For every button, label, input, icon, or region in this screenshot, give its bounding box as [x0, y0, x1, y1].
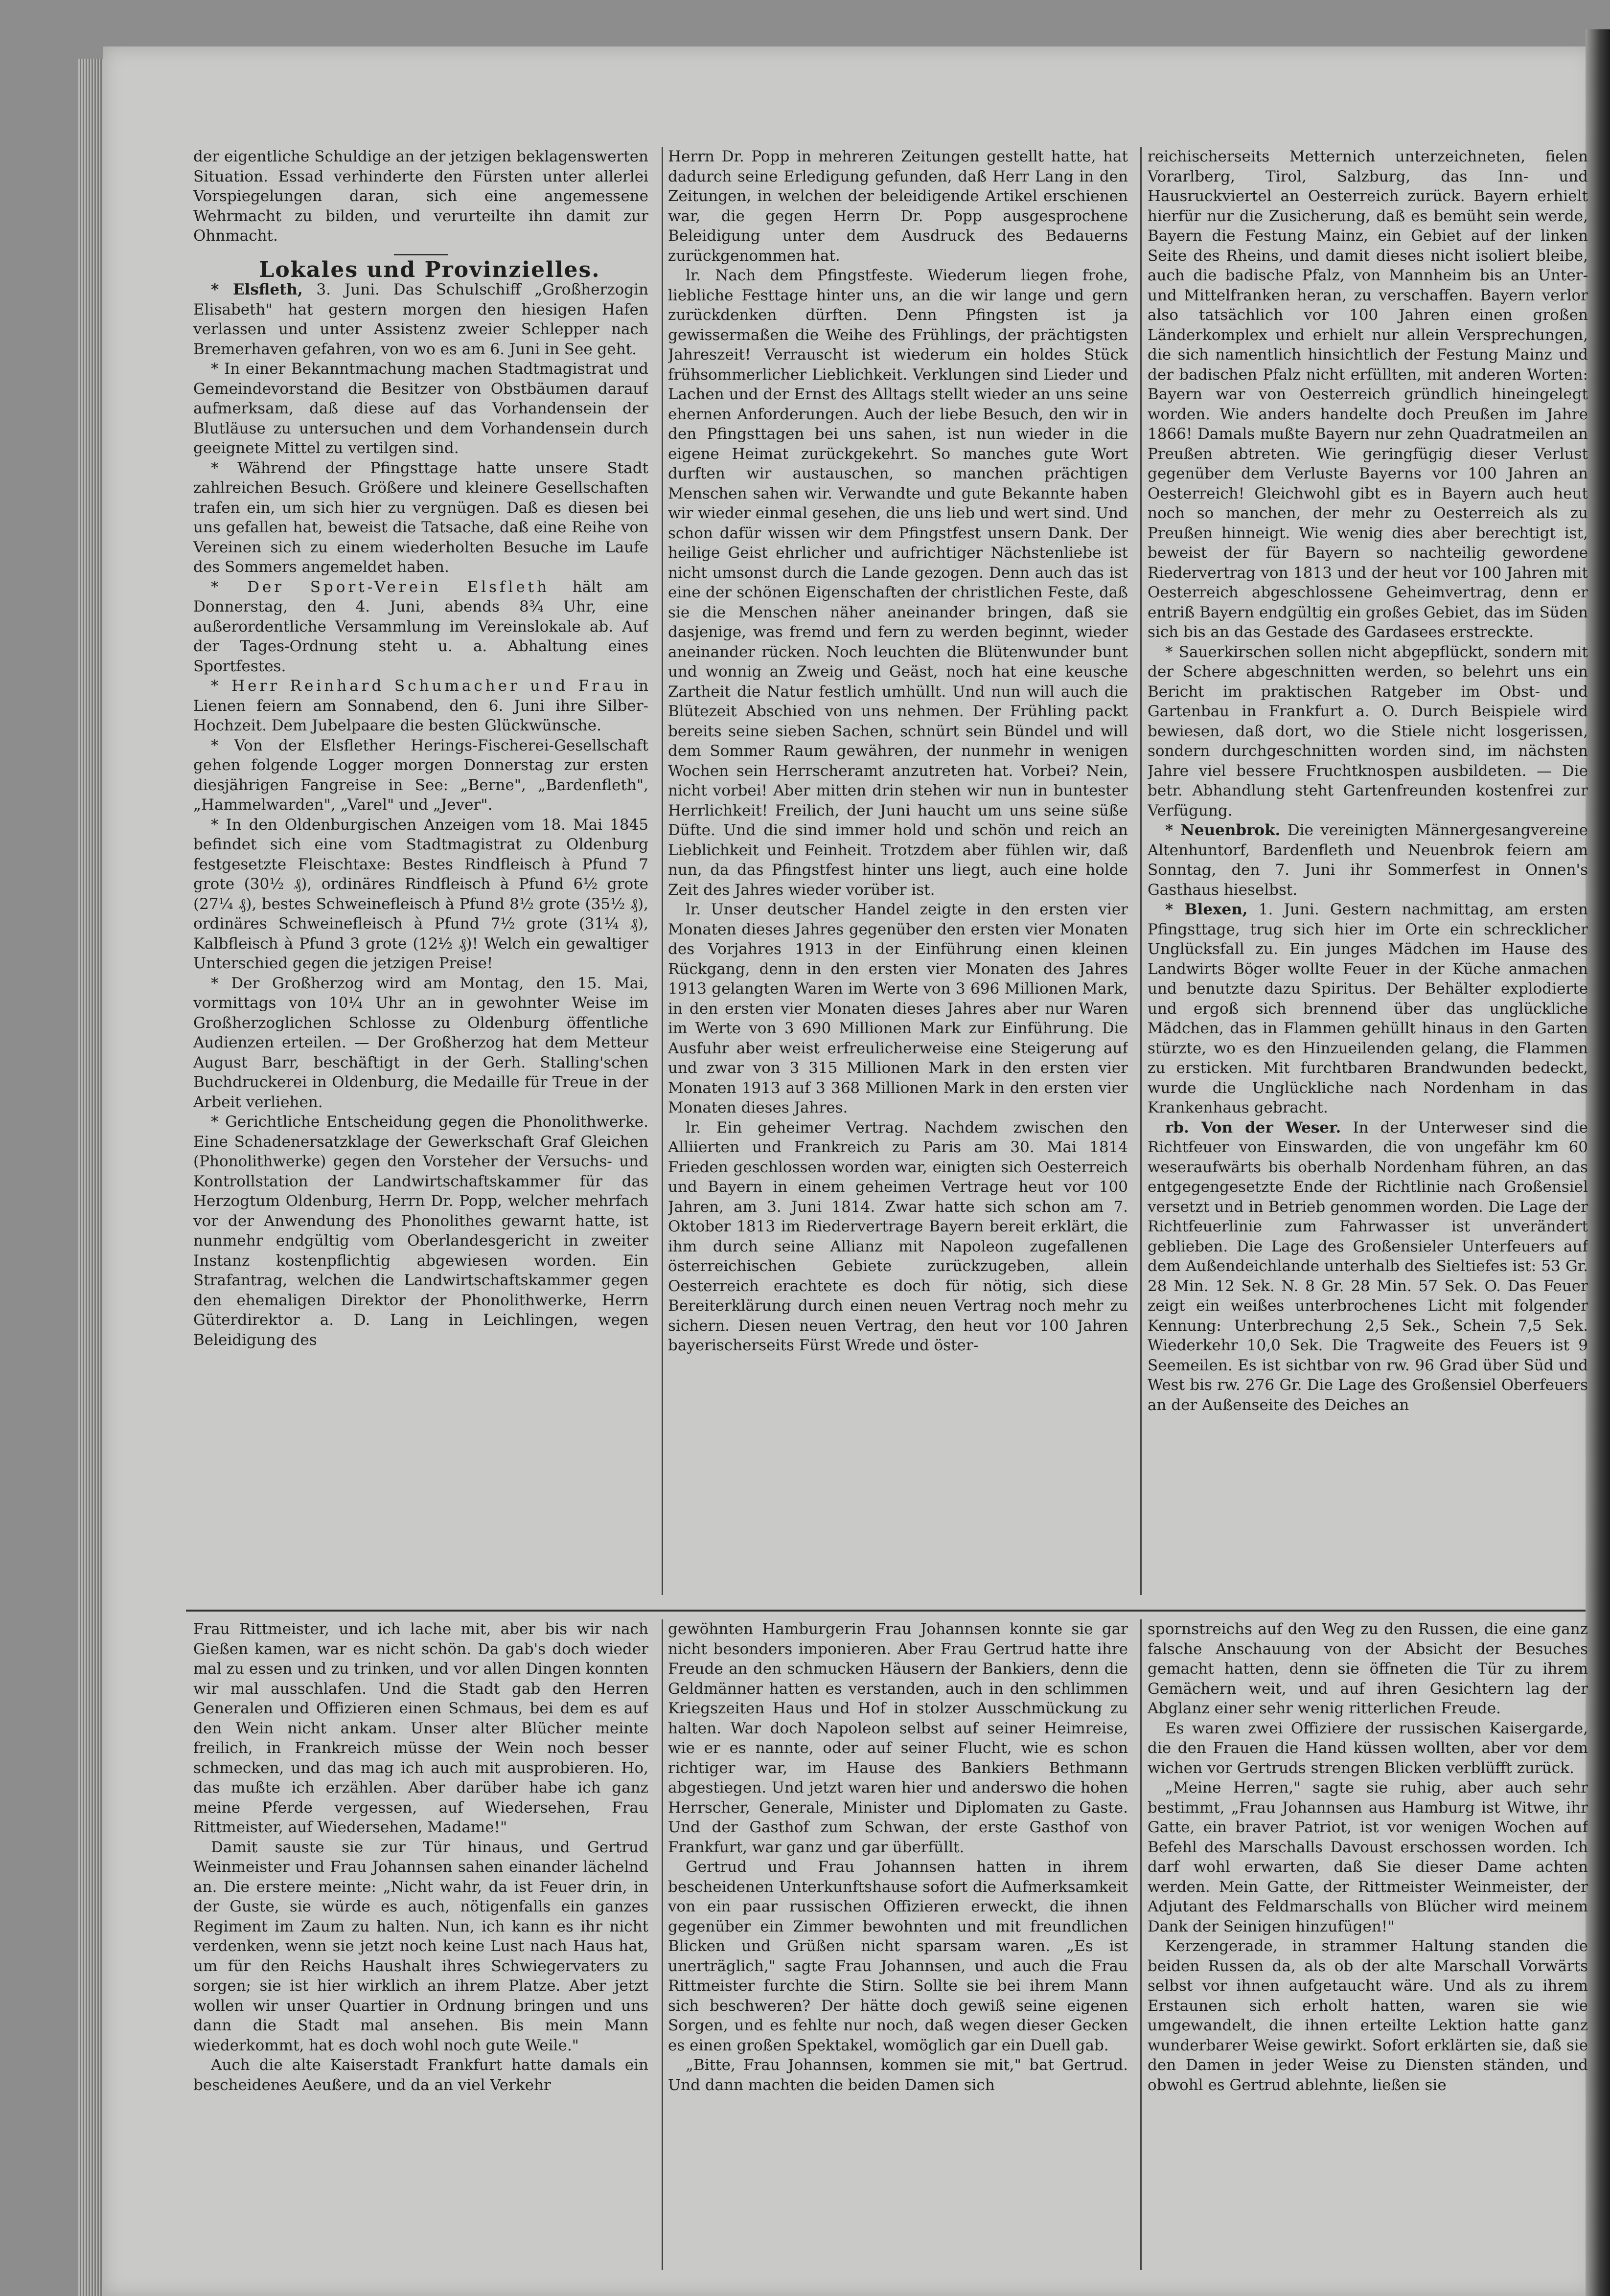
upper-column-1: [193, 147, 648, 1600]
spaced-name: * Der Sport-Verein Elsfleth: [211, 578, 550, 596]
dateline: rb. Von der Weser.: [1165, 1118, 1341, 1137]
story-paragraph: „Bitte, Frau Johannsen, kommen sie mit," bat Gertrud. Und dann machten die beiden Damen sich: [668, 2056, 1128, 2094]
section-divider: [394, 254, 448, 255]
news-item: * Von der Elsflether Herings-Fischerei-Gesellschaft gehen folgende Logger morgen Donnerstag zur ersten diesjährigen Fangreise in See: „Berne", „Bardenfleth", „Hammelwarden", „Varel" und „Jever".: [193, 736, 648, 814]
section-heading: Lokales und Provinzielles.: [259, 257, 600, 282]
story-paragraph: „Meine Herren," sagte sie ruhig, aber auch sehr bestimmt, „Frau Johannsen aus Hamburg ist Witwe, ihr Gatte, ein braver Patriot, ist vor wenigen Wochen auf Befehl des Marschalls Davoust erschossen worden. Ich darf wohl erwarten, daß Sie dieser Dame achten werden. Mein Gatte, der Rittmeister Weinmeister, der Adjutant des Feldmarschalls von Blücher wird meinem Dank der Seinigen hinzufügen!": [1148, 1779, 1588, 1935]
news-item: lr. Ein geheimer Vertrag. Nachdem zwischen den Alliierten und Frankreich zu Paris am 30. Mai 1814 Frieden geschlossen worden war, einigten sich Oesterreich und Bayern in einem geheimen Vertrage heut vor 100 Jahren, am 3. Juni 1814. Zwar hatte sich schon am 7. Oktober 1813 im Riedervertrage Bayern bereit erklärt, die ihm durch seine Allianz mit Napoleon zugefallenen österreichischen Gebiete zurückzugeben, allein Oesterreich erachtete es doch für nötig, sich diese Bereiterklärung durch einen neuen Vertrag noch mehr zu sichern. Diesen neuen Vertrag, den heut vor 100 Jahren bayerischerseits Fürst Wrede und öster-: [668, 1118, 1128, 1354]
lower-column-3: [1148, 1619, 1588, 2275]
news-item: * Der Großherzog wird am Montag, den 15. Mai, vormittags von 10¼ Uhr an in gewohnter Weise im Großherzoglichen Schlosse zu Oldenburg öffentliche Audienzen erteilen. — Der Großherzog hat dem Metteur August Barr, beschäftigt in der Gerh. Stalling'schen Buchdruckerei in Oldenburg, die Medaille für Treue in der Arbeit verliehen.: [193, 974, 648, 1111]
upper-column-3: [1148, 147, 1588, 1600]
news-item-elsfleth: [193, 280, 648, 359]
news-item: * In einer Bekanntmachung machen Stadtmagistrat und Gemeindevorstand die Besitzer von Obstbäumen darauf aufmerksam, daß diese auf das Vorhandensein der Blutläuse zu untersuchen und dem Vorhandensein durch geeignete Mittel zu vertilgen sind.: [193, 360, 648, 457]
dateline: * Blexen,: [1165, 901, 1248, 918]
column-rule: [662, 147, 663, 1595]
news-item: * Sauerkirschen sollen nicht abgepflückt, sondern mit der Schere abgeschnitten werden, so belehrt uns ein Bericht im praktischen Ratgeber im Obst- und Gartenbau in Frankfurt a. O. Durch Beispiele wird bewiesen, daß dort, wo die Stiele nicht losgerissen, sondern durchgeschnitten worden sind, im nächsten Jahre viel bessere Fruchtknospen ausbildeten. — Die betr. Abhandlung steht Gartenfreunden kostenfrei zur Verfügung.: [1148, 643, 1588, 819]
news-item: [1148, 900, 1588, 1118]
story-paragraph: Gertrud und Frau Johannsen hatten in ihrem bescheidenen Unterkunftshause sofort die Aufmerksamkeit von ein paar russischen Offizieren erweckt, die ihnen gegenüber ein Zimmer bewohnten und mit freundlichen Blicken und Grüßen nicht sparsam waren. „Es ist unerträglich," sagte Frau Johannsen, und auch die Frau Rittmeister furchte die Stirn. Sollte sie bei ihrem Mann sich beschweren? Der hätte doch gewiß seine eigenen Sorgen, und es fehlte nur noch, daß wegen dieser Gecken es einen großen Spektakel, womöglich gar ein Duell gab.: [668, 1858, 1128, 2054]
column-rule: [1140, 1619, 1142, 2270]
news-item: [193, 577, 648, 677]
news-text: in Lienen feiern am Sonnabend, den 6. Juni ihre Silber-Hochzeit. Dem Jubelpaare die besten Glückwünsche.: [193, 677, 648, 734]
news-item: lr. Nach dem Pfingstfeste. Wiederum liegen frohe, liebliche Festtage hinter uns, an die wir lange und gern zurückdenken dürften. Denn Pfingsten ist ja gewissermaßen die Weihe des Frühlings, der prächtigsten Jahreszeit! Verrauscht ist wiederum ein holdes Stück frühsommerlicher Lieblichkeit. Verklungen sind Lieder und Lachen und der Ernst des Alltags stellt wieder an uns seine ehernen Anforderungen. Auch der liebe Besuch, den wir in den Pfingsttagen bei uns sahen, ist nun wieder in die eigene Heimat zurückgekehrt. So manches gute Wort durften wir austauschen, so manchen prächtigen Menschen sahen wir. Verwandte und gute Bekannte haben wir wieder einmal gesehen, die uns lieb und wert sind. Und schon dafür wissen wir dem Pfingstfest unsern Dank. Der heilige Geist ehrlicher und aufrichtiger Nächstenliebe ist nicht umsonst durch die Lande gezogen. Denn auch das ist eine der schönen Eigenschaften der christlichen Feste, daß sie die Menschen näher aneinander bringen, daß sie dasjenige, was fremd und fern zu werden beginnt, wieder aneinander rücken. Noch leuchten die Blütenwunder bunt und wonnig an Zweig und Geäst, noch hat eine keusche Zartheit die Natur festlich umhüllt. Und nun will auch die Blütezeit Abschied von uns nehmen. Der Frühling packt bereits seine sieben Sachen, schnürt sein Bündel und will dem Sommer Raum gewähren, der nunmehr in wenigen Wochen sein Herrscheramt anzutreten hat. Vorbei? Nein, nicht vorbei! Aber mitten drin stehen wir nun in buntester Herrlichkeit! Freilich, der Juni haucht um uns seine süße Düfte. Und die sind immer hold und schön und reich an Lieblichkeit und Feinheit. Trotzdem aber fühlen wir, daß nun, da das Pfingstfest hinter uns liegt, auch eine holde Zeit des Jahres wieder vorüber ist.: [668, 267, 1128, 899]
story-paragraph: Frau Rittmeister, und ich lache mit, aber bis wir nach Gießen kamen, war es nicht schön. Da gab's doch wieder mal zu essen und zu trinken, und vor allen Dingen konnten wir mal ausschlafen. Und die Stadt gab den Herren Generalen und Offizieren einen Schmaus, bei dem es auf den Wein nicht ankam. Unser alter Blücher meinte freilich, in Frankreich müsse der Wein noch besser schmecken, und das mag ich auch mit ausprobieren. Ho, das mußte ich erzählen. Aber darüber habe ich ganz meine Pferde vergessen, auf Wiedersehen, Frau Rittmeister, auf Wiedersehen, Madame!": [193, 1620, 648, 1836]
news-text: 1. Juni. Gestern nachmittag, am ersten Pfingsttage, trug sich hier im Orte ein schrecklicher Unglücksfall zu. Ein junges Mädchen im Hause des Landwirts Böger wollte Feuer in der Küche anmachen und benutzte dazu Spiritus. Der Behälter explodierte und ergoß sich brennend über das unglückliche Mädchen, das in Flammen gehüllt hinaus in den Garten stürzte, wo es den Hinzueilenden gelang, die Flammen zu ersticken. Mit furchtbaren Brandwunden bedeckt, wurde die Unglückliche nach Nordenham in das Krankenhaus gebracht.: [1148, 901, 1588, 1116]
news-text: In der Unterweser sind die Richtfeuer von Einswarden, die von ungefähr km 60 weseraufwärts bis oberhalb Nordenham führen, an das entgegengesetzte Ende der Richtlinie nach Großensiel versetzt und in Betrieb genommen worden. Die Lage der Richtfeuerlinie zum Fahrwasser ist unverändert geblieben. Die Lage des Großensieler Unterfeuers auf dem Außendeichlande unterhalb des Sieltiefes ist: 53 Gr. 28 Min. 12 Sek. N. 8 Gr. 28 Min. 57 Sek. O. Das Feuer zeigt ein weißes unterbrochenes Licht mit folgender Kennung: Unterbrechung 2,5 Sek., Schein 7,5 Sek. Wiederkehr 10,0 Sek. Die Tragweite des Feuers ist 9 Seemeilen. Es ist sichtbar von rw. 96 Grad über Süd und West bis rw. 276 Gr. Die Lage des Großensiel Oberfeuers an der Außenseite des Deiches an: [1148, 1118, 1588, 1414]
dateline: * Neuenbrok.: [1165, 821, 1281, 839]
dateline: * Elsfleth,: [211, 281, 303, 298]
news-item: * Während der Pfingsttage hatte unsere Stadt zahlreichen Besuch. Größere und kleinere Gesellschaften trafen ein, um sich hier zu vergnügen. Daß es diesen bei uns gefallen hat, beweist die Tatsache, daß eine Reihe von Vereinen sich zu einem wiederholten Besuche im Laufe des Sommers angemeldet haben.: [193, 459, 648, 576]
book-binding-shadow: [1586, 29, 1610, 2296]
news-item: Herrn Dr. Popp in mehreren Zeitungen gestellt hatte, hat dadurch seine Erledigung gefunden, daß Herr Lang in den Zeitungen, in welchen der beleidigende Artikel erschienen war, die gegen Herrn Dr. Popp ausgesprochene Beleidigung unter dem Ausdruck des Bedauerns zurückgenommen hat.: [668, 148, 1128, 265]
news-item: * Gerichtliche Entscheidung gegen die Phonolithwerke. Eine Schadenersatzklage der Gewerkschaft Graf Gleichen (Phonolithwerke) gegen den Vorsteher der Versuchs- und Kontrollstation der Landwirtschaftskammer für das Herzogtum Oldenburg, Herrn Dr. Popp, welcher mehrfach vor der Anwendung des Phonolithes gewarnt hatte, ist nunmehr endgültig vom Oberlandesgericht in zweiter Instanz kostenpflichtig abgewiesen worden. Ein Strafantrag, welchen die Landwirtschaftskammer gegen den ehemaligen Direktor der Phonolithwerke, Herrn Güterdirektor a. D. Lang in Leichlingen, wegen Beleidigung des: [193, 1113, 648, 1349]
article-intro: der eigentliche Schuldige an der jetzigen beklagenswerten Situation. Essad verhinderte den Fürsten unter allerlei Vorspiegelungen daran, sich eine angemessene Wehrmacht zu bilden, und verurteilte ihn damit zur Ohnmacht.: [193, 148, 648, 245]
news-text: Die vereinigten Männergesangvereine Altenhuntorf, Bardenfleth und Neuenbrok feiern am Sonntag, den 7. Juni ihr Sommerfest in Onnen's Gasthaus hieselbst.: [1148, 821, 1588, 899]
news-item: lr. Unser deutscher Handel zeigte in den ersten vier Monaten dieses Jahres gegenüber den ersten vier Monaten des Vorjahres 1913 in der Einführung einen kleinen Rückgang, denn in den ersten vier Monaten des Jahres 1913 gelangten Waren im Werte von 3 696 Millionen Mark, in den ersten vier Monaten dieses Jahres aber nur Waren im Werte von 3 690 Millionen Mark zur Einführung. Die Ausfuhr aber weist erfreulicherweise eine Steigerung auf und zwar von 3 315 Millionen Mark in den ersten vier Monaten 1913 auf 3 368 Millionen Mark in den ersten vier Monaten dieses Jahres.: [668, 901, 1128, 1116]
news-text: hält am Donnerstag, den 4. Juni, abends 8¾ Uhr, eine außerordentliche Versammlung im Vereinslokale ab. Auf der Tages-Ordnung steht u. a. Abhaltung eines Sportfestes.: [193, 578, 648, 675]
spaced-name: * Herr Reinhard Schumacher und Frau: [211, 677, 627, 695]
lower-column-2: [668, 1619, 1128, 2275]
news-item: reichischerseits Metternich unterzeichneten, fielen Vorarlberg, Tirol, Salzburg, das Inn- und Hausruckviertel an Oesterreich zurück. Bayern erhielt hierfür nur die Zusicherung, daß es bemüht sein werde, Bayern die Festung Mainz, ein Gebiet auf der linken Seite des Rheins, und damit dieses nicht isoliert bleibe, auch die badische Pfalz, von Mannheim bis an Unter- und Mittelfranken heran, zu verschaffen. Bayern verlor also tatsächlich vor 100 Jahren einen großen Länderkomplex und erhielt nur allein Versprechungen, die sich namentlich hinsichtlich der Festung Mainz und der badischen Pfalz nicht erfüllten, mit anderen Worten: Bayern war von Oesterreich gründlich hineingelegt worden. Wie anders handelte doch Preußen im Jahre 1866! Damals mußte Bayern nur zehn Quadratmeilen an Preußen abtreten. Wie geringfügig dieser Verlust gegenüber dem Verluste Bayerns vor 100 Jahren an Oesterreich! Gleichwohl gibt es in Bayern auch heut noch so manchen, der mehr zu Oesterreich als zu Preußen hinneigt. Wie wenig dies aber berechtigt ist, beweist der für Bayern so nachteilig gewordene Riedervertrag von 1813 und der heut vor 100 Jahren mit Oesterreich abgeschlossene Geheimvertrag, denn er entriß Bayern endgültig ein großes Gebiet, das im Süden sich bis an das Gestade des Gardasees erstreckte.: [1148, 148, 1588, 641]
news-text: 3. Juni. Das Schulschiff „Großherzogin Elisabeth" hat gestern morgen den hiesigen Hafen verlassen und unter Assistenz zweier Schlepper nach Bremerhaven gefahren, von wo es am 6. Juni in See geht.: [193, 281, 648, 358]
feuilleton-divider: [186, 1610, 1586, 1612]
news-item: [1148, 1118, 1588, 1415]
lower-column-1: [193, 1619, 648, 2275]
upper-column-2: [668, 147, 1128, 1600]
news-item: [193, 676, 648, 736]
story-paragraph: Kerzengerade, in strammer Haltung standen die beiden Russen da, als ob der alte Marschall Vorwärts selbst vor ihnen aufgetaucht wäre. Und als zu ihrem Erstaunen sich erholt hatten, waren sie wie umgewandelt, die ihnen erteilte Lektion hatte ganz wunderbarer Weise gewirkt. Sofort erklärten sie, daß sie den Damen in jeder Weise zu Diensten ständen, und obwohl es Gertrud ablehnte, ließen sie: [1148, 1937, 1588, 2094]
story-paragraph: spornstreichs auf den Weg zu den Russen, die eine ganz falsche Anschauung von der Absicht der Besuches gemacht hatten, denn sie öffneten die Tür zu ihrem Gemächern weit, und auf ihren Gesichtern lag der Abglanz einer sehr wenig ritterlichen Freude.: [1148, 1620, 1588, 1717]
column-rule: [662, 1619, 663, 2270]
news-item: [1148, 820, 1588, 900]
column-rule: [1140, 147, 1142, 1595]
news-item: * In den Oldenburgischen Anzeigen vom 18. Mai 1845 befindet sich eine vom Stadtmagistrat zu Oldenburg festgesetzte Fleischtaxe: Bestes Rindfleisch à Pfund 7 grote (30½ ₰), ordinäres Rindfleisch à Pfund 6½ grote (27¼ ₰), bestes Schweinefleisch à Pfund 8½ grote (35½ ₰), ordinäres Schweinefleisch à Pfund 7½ grote (31¼ ₰), Kalbfleisch à Pfund 3 grote (12½ ₰)! Welch ein gewaltiger Unterschied gegen die jetzigen Preise!: [193, 816, 648, 972]
story-paragraph: Es waren zwei Offiziere der russischen Kaisergarde, die den Frauen die Hand küssen wollten, aber vor dem wichen vor Gertruds strengen Blicken verblüfft zurück.: [1148, 1719, 1588, 1777]
story-paragraph: Auch die alte Kaiserstadt Frankfurt hatte damals ein bescheidenes Aeußere, und da an viel Verkehr: [193, 2056, 648, 2094]
story-paragraph: gewöhnten Hamburgerin Frau Johannsen konnte sie gar nicht besonders imponieren. Aber Frau Gertrud hatte ihre Freude an den schmucken Häusern der Bankiers, denn die Geldmänner hatten es verstanden, auch in den schlimmen Kriegszeiten Haus und Hof in stolzer Ausschmückung zu halten. War doch Napoleon selbst auf seiner Heimreise, wie er es nannte, oder auf seiner Flucht, wie es schon richtiger war, im Hause des Bankiers Bethmann abgestiegen. Und jetzt waren hier und anderswo die hohen Herrscher, Generale, Minister und Diplomaten zu Gaste. Und der Gasthof zum Schwan, der erste Gasthof von Frankfurt, war ganz und gar überfüllt.: [668, 1620, 1128, 1856]
story-paragraph: Damit sauste sie zur Tür hinaus, und Gertrud Weinmeister und Frau Johannsen sahen einander lächelnd an. Die erstere meinte: „Nicht wahr, da ist Feuer drin, in der Guste, sie würde es auch, nötigenfalls ein ganzes Regiment im Zaum zu halten. Nun, ich kann es ihr nicht verdenken, wenn sie jetzt noch keine Lust nach Haus hat, um für den Reichs Haushalt ihres Schwiegervaters zu sorgen; sie ist hier wirklich an ihrem Platze. Aber jetzt wollen wir unser Quartier in Ordnung bringen und uns dann die Stadt mal ansehen. Bis mein Mann wiederkommt, hat es doch wohl noch gute Weile.": [193, 1838, 648, 2054]
